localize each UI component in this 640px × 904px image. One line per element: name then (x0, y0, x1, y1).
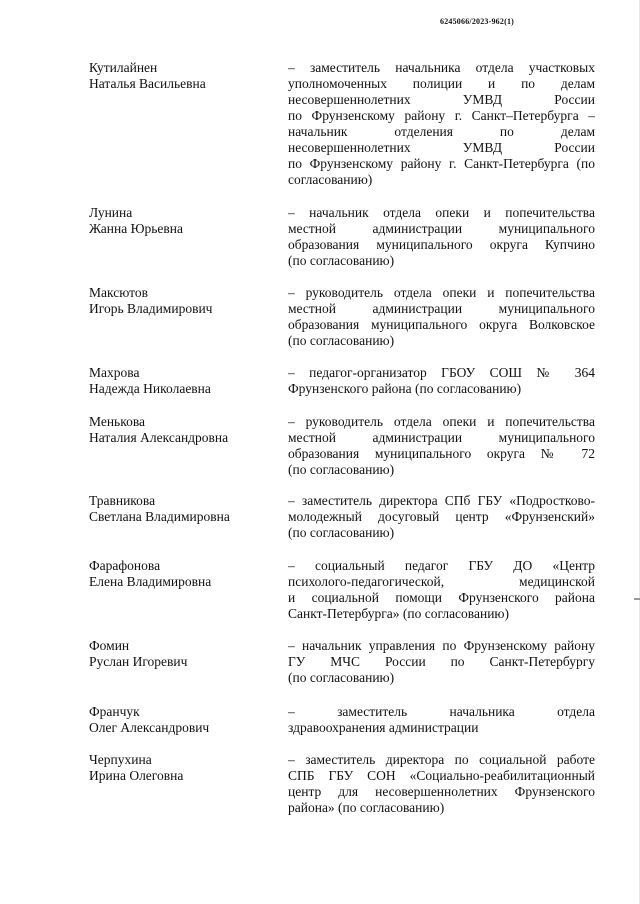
member-given-names: Жанна Юрьевна (89, 221, 183, 236)
member-role-line: Фрунзенского района (по согласованию) (288, 381, 522, 396)
member-role (288, 60, 595, 188)
member-role-line: – заместитель начальника отдела участковых (288, 60, 595, 75)
member-role-line: – начальник управления по Фрунзенскому району (288, 638, 595, 653)
member-role-line: несовершеннолетних УМВД России (288, 140, 595, 155)
member-role-line: по Фрунзенскому району г. Санкт-Петербурга (по (288, 156, 595, 171)
member-name (89, 558, 274, 590)
member-surname: Кутилайнен (89, 60, 158, 75)
member-role (288, 558, 595, 622)
member-role (288, 752, 595, 816)
member-given-names: Ирина Олеговна (89, 768, 184, 783)
member-role-line: психолого-педагогической, медицинской (288, 574, 595, 589)
member-role-line: – заместитель директора по социальной работе (288, 752, 595, 767)
member-role-line: начальник отделения по делам (288, 124, 595, 139)
member-given-names: Надежда Николаевна (89, 381, 211, 396)
member-role-line: – педагог-организатор ГБОУ СОШ № 364 (288, 365, 595, 380)
member-role (288, 205, 595, 269)
member-role (288, 365, 595, 397)
member-role-line: ГУ МЧС России по Санкт-Петербургу (288, 654, 595, 669)
member-role-line: согласованию) (288, 172, 373, 187)
member-role-line: (по согласованию) (288, 670, 395, 685)
member-name (89, 365, 274, 397)
member-role-line: образования муниципального округа Купчино (288, 237, 595, 252)
member-surname: Черпухина (89, 752, 152, 767)
member-surname: Максютов (89, 285, 148, 300)
member-name (89, 60, 274, 92)
member-role-line: – начальник отдела опеки и попечительства (288, 205, 595, 220)
member-name (89, 414, 274, 446)
member-role-line: местной администрации муниципального (288, 301, 595, 316)
member-role-line: (по согласованию) (288, 525, 395, 540)
member-role-line: центр для несовершеннолетних Фрунзенского (288, 784, 595, 799)
member-role (288, 493, 595, 541)
member-given-names: Игорь Владимирович (89, 301, 213, 316)
member-role-line: местной администрации муниципального (288, 221, 595, 236)
member-surname: Лунина (89, 205, 133, 220)
member-name (89, 205, 274, 237)
member-role (288, 414, 595, 478)
member-surname: Фомин (89, 638, 130, 653)
member-role (288, 704, 595, 736)
document-number: 6245066/2023-962(1) (440, 17, 515, 26)
member-given-names: Наталья Васильевна (89, 76, 206, 91)
member-role-line: местной администрации муниципального (288, 430, 595, 445)
member-role-line: (по согласованию) (288, 253, 395, 268)
member-role-line: (по согласованию) (288, 462, 395, 477)
member-role-line: образования муниципального округа № 72 (288, 446, 595, 461)
member-surname: Менькова (89, 414, 146, 429)
member-role-line: несовершеннолетних УМВД России (288, 92, 595, 107)
member-role-line: уполномоченных полиции и по делам (288, 76, 595, 91)
member-name (89, 704, 274, 736)
member-role-line: СПБ ГБУ СОН «Социально-реабилитационный (288, 768, 595, 783)
member-name (89, 752, 274, 784)
member-role-line: по Фрунзенскому району г. Санкт–Петербурга – (288, 108, 595, 123)
member-surname: Махрова (89, 365, 140, 380)
member-name (89, 638, 274, 670)
member-role-line: района» (по согласованию) (288, 800, 445, 815)
member-role (288, 285, 595, 349)
member-name (89, 493, 274, 525)
member-surname: Травникова (89, 493, 156, 508)
member-role-line: – заместитель директора СПб ГБУ «Подростково- (288, 493, 595, 508)
member-role-line: – заместитель начальника отдела (288, 704, 595, 719)
member-given-names: Олег Александрович (89, 720, 210, 735)
member-given-names: Руслан Игоревич (89, 654, 188, 669)
member-role-line: и социальной помощи Фрунзенского района (288, 590, 595, 605)
member-given-names: Елена Владимировна (89, 574, 212, 589)
member-role-line: – руководитель отдела опеки и попечительства (288, 285, 595, 300)
member-role-line: молодежный досуговый центр «Фрунзенский» (288, 509, 595, 524)
member-role-line: здравоохранения администрации (288, 720, 479, 735)
member-role-line: – социальный педагог ГБУ ДО «Центр (288, 558, 595, 573)
member-surname: Фарафонова (89, 558, 161, 573)
page-edge-mark (634, 598, 640, 600)
member-given-names: Светлана Владимировна (89, 509, 230, 524)
member-role-line: – руководитель отдела опеки и попечительства (288, 414, 595, 429)
member-role-line: образования муниципального округа Волковское (288, 317, 595, 332)
member-surname: Франчук (89, 704, 140, 719)
member-role-line: (по согласованию) (288, 333, 395, 348)
member-given-names: Наталия Александровна (89, 430, 229, 445)
member-name (89, 285, 274, 317)
member-role-line: Санкт-Петербурга» (по согласованию) (288, 606, 510, 621)
member-role (288, 638, 595, 686)
